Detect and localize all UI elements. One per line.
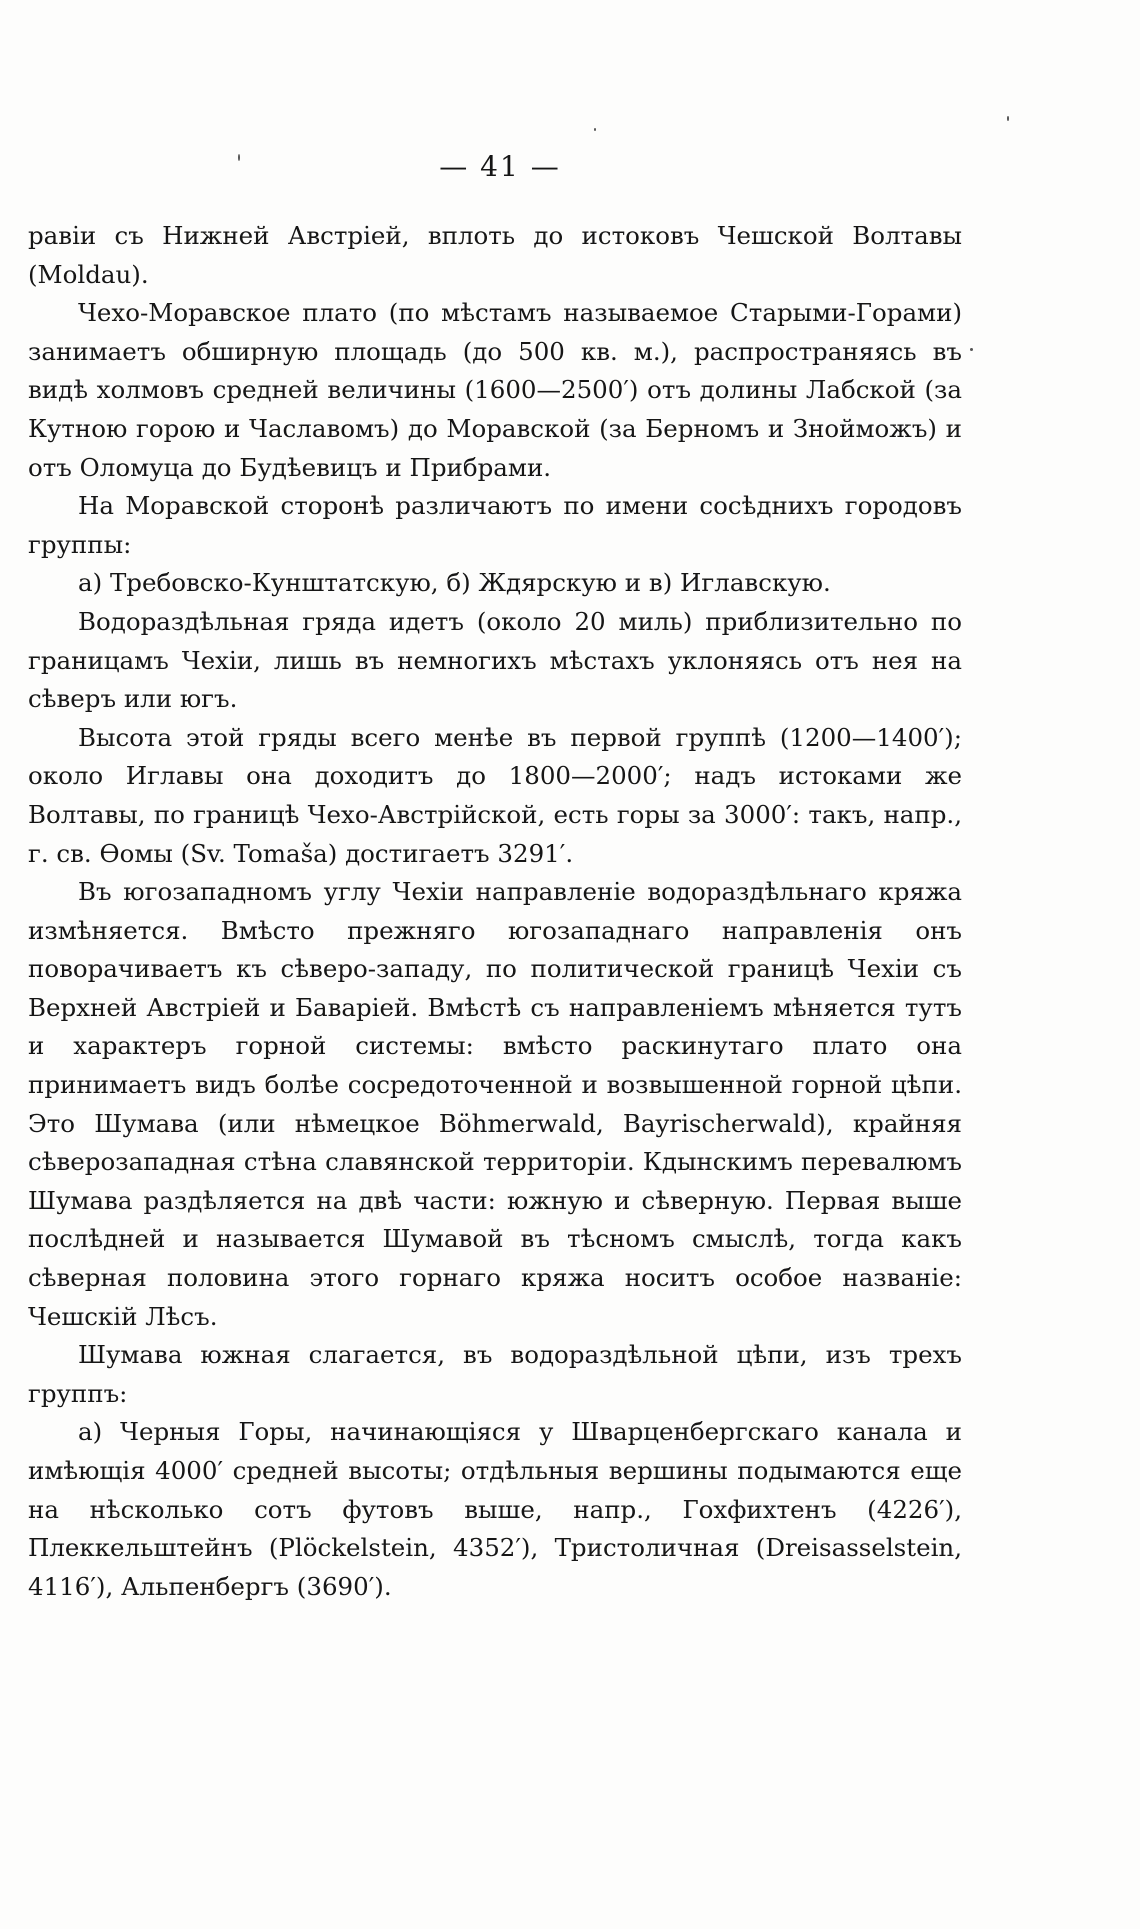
paragraph-5: Высота этой гряды всего менѣе въ первой группѣ (1200—1400′); около Иглавы она доходитъ до 1800—2000′; надъ истоками же Волтавы, по границѣ Чехо-Австрійской, есть горы за 3000′: такъ, напр., г. св. Ѳомы (Sv. Tomaša) достигаетъ 3291′. — [28, 722, 962, 868]
scan-speck — [1007, 116, 1009, 121]
scan-speck — [594, 128, 596, 131]
paragraph-7: Шумава южная слагается, въ водораздѣльной цѣпи, изъ трехъ группъ: — [28, 1340, 962, 1408]
paragraph-3: На Моравской сторонѣ различаютъ по имени сосѣднихъ городовъ группы: — [28, 491, 962, 559]
scan-speck — [238, 154, 240, 161]
paragraph-6: Въ югозападномъ углу Чехіи направленіе водораздѣльнаго кряжа измѣняется. Вмѣсто прежняго югозападнаго направленія онъ поворачиваетъ къ сѣверо-западу, по политической границѣ Чехіи съ Верхней Австріей и Баваріей. Вмѣстѣ съ направленіемъ мѣняется тутъ и характеръ горной системы: вмѣсто раскинутаго плато она принимаетъ видъ болѣе сосредоточенной и возвышенной горной цѣпи. Это Шумава (или нѣмецкое Böhmerwald, Bayrischerwald), крайняя сѣверозападная стѣна славянской территоріи. Кдынскимъ перевалюмъ Шумава раздѣляется на двѣ части: южную и сѣверную. Первая выше послѣдней и называется Шумавой въ тѣсномъ смыслѣ, тогда какъ сѣверная половина этого горнаго кряжа носитъ особое названіе: Чешскій Лѣсъ. — [28, 877, 962, 1331]
paragraph-1: равіи съ Нижней Австріей, вплоть до истоковъ Чешской Волтавы (Moldau). — [28, 221, 962, 289]
paragraph-4: Водораздѣльная гряда идетъ (около 20 миль) приблизительно по границамъ Чехіи, лишь въ немногихъ мѣстахъ уклоняясь отъ нея на сѣверъ или югъ. — [28, 606, 962, 714]
list-item-black-mountains: а) Черныя Горы, начинающіяся у Шварценбергскаго канала и имѣющія 4000′ средней высоты; отдѣльныя вершины подымаются еще на нѣсколько сотъ футовъ выше, напр., Гохфихтенъ (4226′), Плеккельштейнъ (Plöckelstein, 4352′), Тристоличная (Dreisasselstein, 4116′), Альпенбергъ (3690′). — [28, 1417, 962, 1601]
page-body — [28, 217, 962, 1606]
page-number: — 41 — — [439, 150, 561, 183]
scan-speck — [970, 348, 973, 351]
paragraph-2: Чехо-Моравское плато (по мѣстамъ называемое Старыми-Горами) занимаетъ обширную площадь (до 500 кв. м.), распространяясь въ видѣ холмовъ средней величины (1600—2500′) отъ долины Лабской (за Кутною горою и Чаславомъ) до Моравской (за Берномъ и Знойможъ) и отъ Оломуца до Будѣевицъ и Прибрами. — [28, 298, 962, 482]
list-item-groups: а) Требовско-Кунштатскую, б) Ждярскую и в) Иглавскую. — [78, 568, 831, 598]
